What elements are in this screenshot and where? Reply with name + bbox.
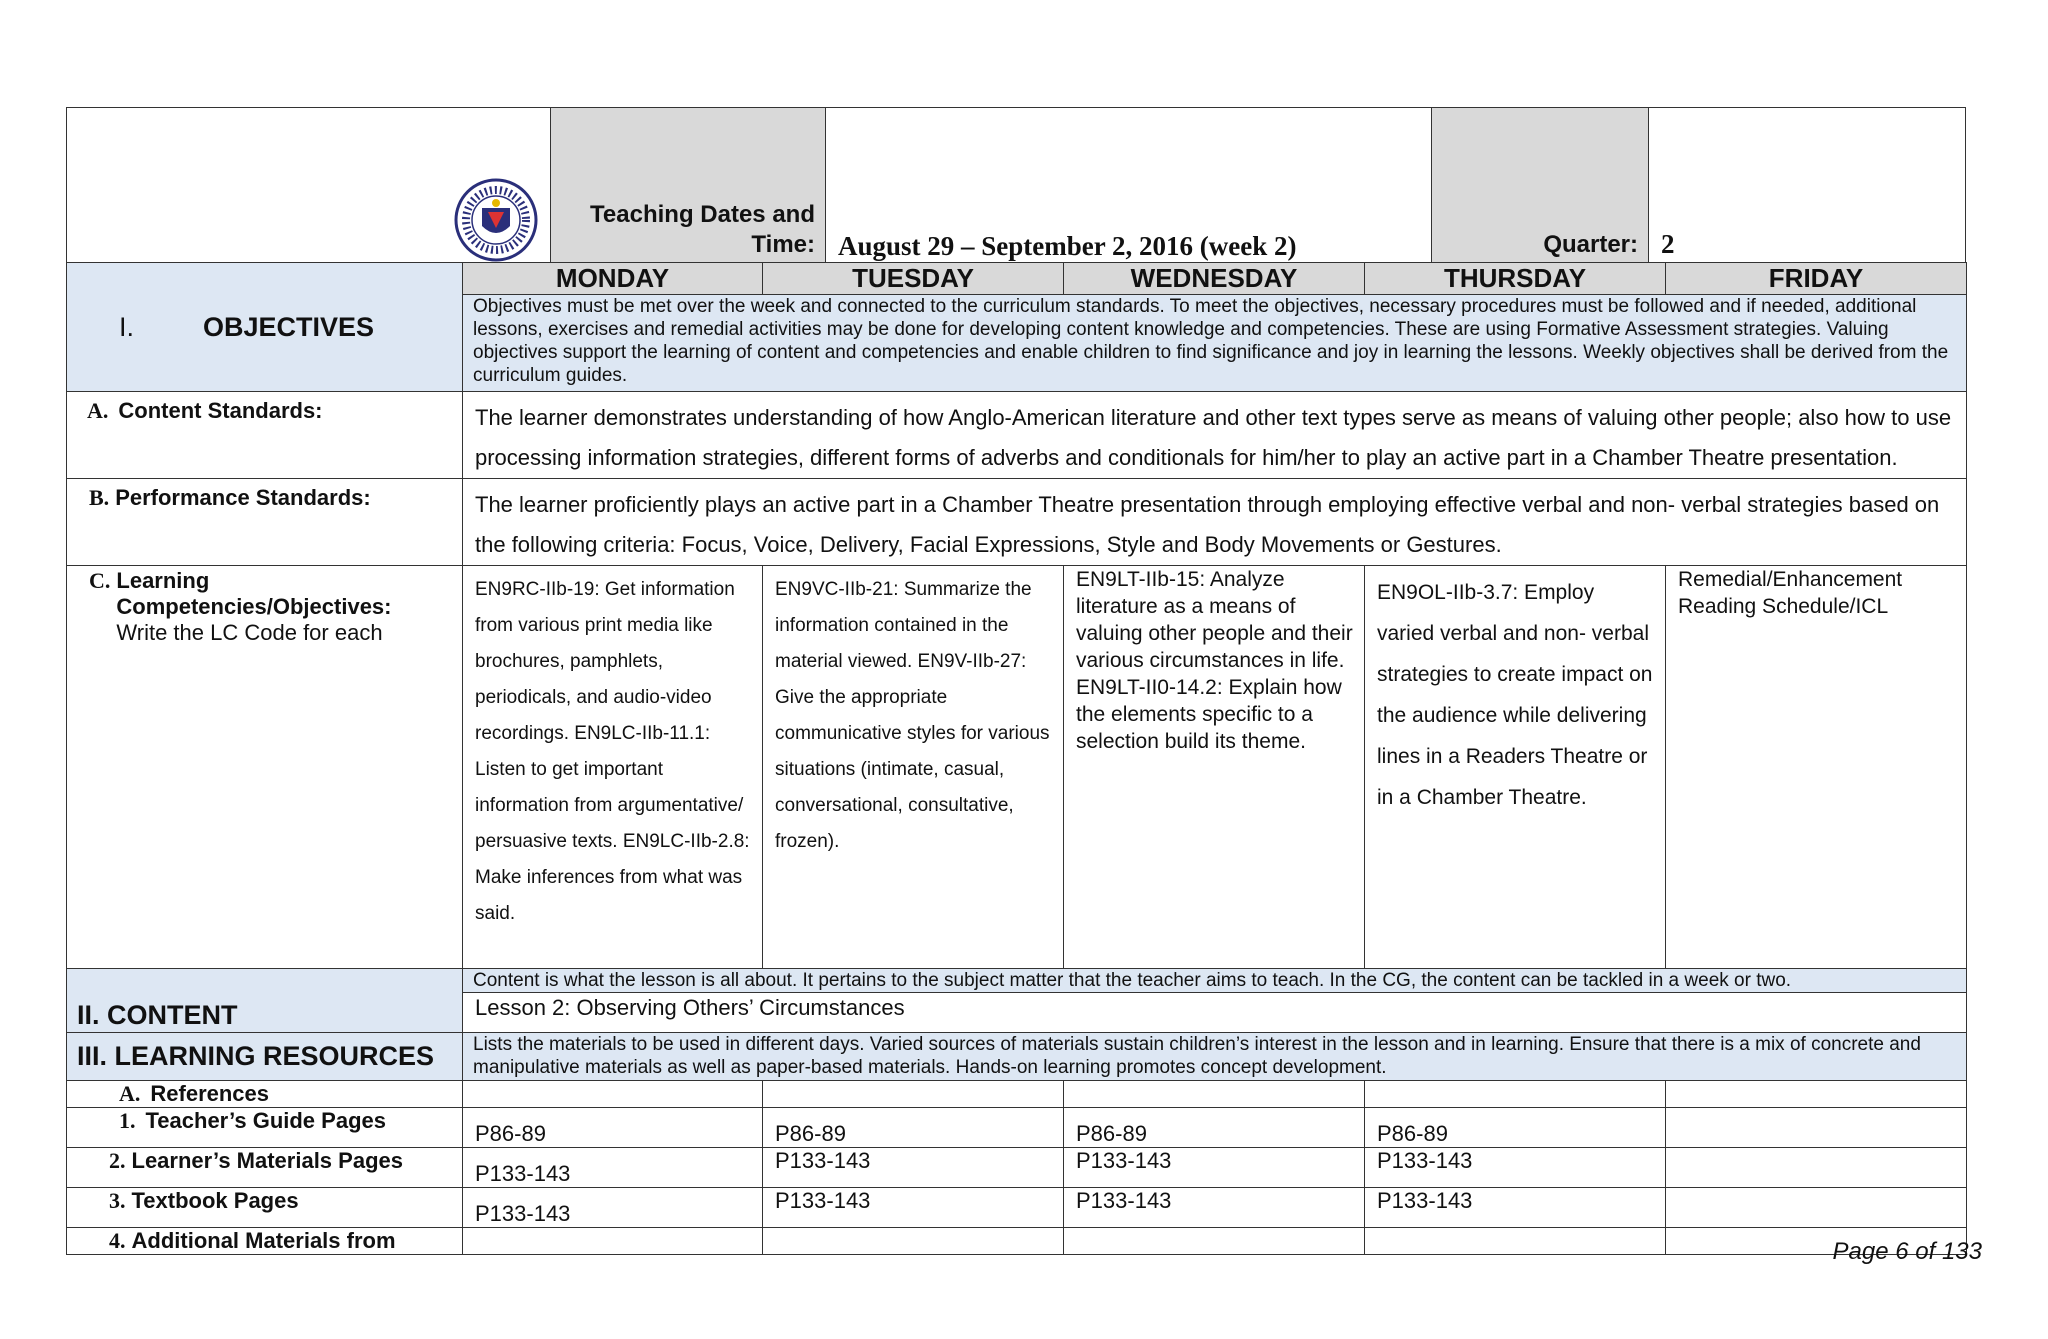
references-monday	[463, 1081, 763, 1108]
table-row	[67, 1188, 1967, 1228]
day-tuesday: TUESDAY	[763, 263, 1064, 295]
resource-cell: P133-143	[1064, 1148, 1365, 1188]
resource-cell	[463, 1228, 763, 1255]
resource-cell: P133-143	[1365, 1148, 1666, 1188]
objectives-number: I.	[119, 311, 135, 342]
references-wednesday	[1064, 1081, 1365, 1108]
resource-cell: P133-143	[1064, 1188, 1365, 1228]
day-thursday: THURSDAY	[1365, 263, 1666, 295]
resource-row-label-text: Teacher’s Guide Pages	[145, 1108, 386, 1133]
resource-row-label	[67, 1188, 463, 1228]
content-title: II. CONTENT	[77, 1000, 238, 1030]
table-row	[67, 1148, 1967, 1188]
day-wednesday: WEDNESDAY	[1064, 263, 1365, 295]
resource-row-label	[67, 1148, 463, 1188]
performance-standards-label	[67, 479, 463, 566]
competencies-thursday: EN9OL-IIb-3.7: Employ varied verbal and non- verbal strategies to create impact on the audience while delivering lines in a Readers Theatre or in a Chamber Theatre.	[1365, 566, 1666, 969]
content-note: Content is what the lesson is all about. It pertains to the subject matter that the teacher aims to teach. In the CG, the content can be tackled in a week or two.	[463, 969, 1967, 993]
header-row	[66, 107, 1966, 262]
competencies-sublabel: Write the LC Code for each	[116, 620, 383, 645]
resource-row-label-text: Learner’s Materials Pages	[131, 1148, 403, 1173]
resource-row-mark: 2.	[109, 1148, 126, 1173]
resource-row-label-text: Textbook Pages	[131, 1188, 299, 1213]
resource-cell: P133-143	[463, 1148, 763, 1188]
resource-cell	[1666, 1108, 1967, 1148]
references-label-text: References	[150, 1081, 270, 1106]
resource-cell: P133-143	[763, 1148, 1064, 1188]
objectives-heading	[67, 263, 463, 392]
resource-cell	[763, 1228, 1064, 1255]
competencies-wednesday: EN9LT-IIb-15: Analyze literature as a means of valuing other people and their various circumstances in life. EN9LT-II0-14.2: Explain how the elements specific to a selection build its theme.	[1064, 566, 1365, 969]
content-heading	[67, 969, 463, 1033]
resource-row-label-text: Additional Materials from	[131, 1228, 396, 1253]
resource-row-mark: 3.	[109, 1188, 126, 1213]
references-mark: A.	[119, 1081, 141, 1106]
references-friday	[1666, 1081, 1967, 1108]
day-friday: FRIDAY	[1666, 263, 1967, 295]
header-logo-cell	[67, 108, 550, 262]
page-number: Page 6 of 133	[1832, 1238, 1982, 1265]
lesson-log-sheet	[66, 107, 1966, 1255]
resource-cell: P86-89	[763, 1108, 1064, 1148]
resource-cell	[1064, 1228, 1365, 1255]
quarter-value: 2	[1661, 229, 1675, 259]
resource-cell: P86-89	[1365, 1108, 1666, 1148]
content-standards-text: The learner demonstrates understanding of how Anglo-American literature and other text types serve as means of valuing other people; also how to use processing information strategies, different forms of adverbs and conditionals for him/her to play an active part in a Chamber Theatre presentation.	[463, 392, 1967, 479]
content-lesson: Lesson 2: Observing Others’ Circumstances	[463, 993, 1967, 1033]
deped-seal-icon	[454, 178, 538, 262]
day-monday: MONDAY	[463, 263, 763, 295]
resource-cell: P133-143	[763, 1188, 1064, 1228]
resource-cell	[1666, 1148, 1967, 1188]
objectives-note: Objectives must be met over the week and connected to the curriculum standards. To meet the objectives, necessary procedures must be followed and if needed, additional lessons, exercises and remedial activities may be done for developing content knowledge and competencies. These are using Formative Assessment strategies. Valuing objectives support the learning of content and competencies and enable children to find significance and joy in learning the lessons. Weekly objectives shall be derived from the curriculum guides.	[463, 295, 1967, 392]
resource-cell: P133-143	[1365, 1188, 1666, 1228]
resource-row-mark: 1.	[119, 1108, 136, 1133]
references-tuesday	[763, 1081, 1064, 1108]
references-label	[67, 1081, 463, 1108]
resource-row-label	[67, 1108, 463, 1148]
content-standards-label-text: Content Standards:	[118, 398, 323, 423]
resource-cell	[1666, 1188, 1967, 1228]
quarter-label: Quarter:	[1431, 108, 1649, 262]
resource-cell: P86-89	[463, 1108, 763, 1148]
competencies-friday: Remedial/Enhancement Reading Schedule/ICL	[1666, 566, 1967, 969]
table-row	[67, 1228, 1967, 1255]
resource-row-label	[67, 1228, 463, 1255]
resource-cell: P133-143	[463, 1188, 763, 1228]
table-row	[67, 1108, 1967, 1148]
content-standards-label	[67, 392, 463, 479]
resources-heading	[67, 1033, 463, 1081]
content-standards-mark: A.	[87, 398, 109, 423]
resource-cell	[1365, 1228, 1666, 1255]
teaching-dates-label: Teaching Dates and Time:	[550, 108, 826, 262]
competencies-label	[67, 566, 463, 969]
resources-title: III. LEARNING RESOURCES	[77, 1041, 435, 1071]
objectives-title: OBJECTIVES	[203, 311, 375, 342]
performance-standards-text: The learner proficiently plays an active part in a Chamber Theatre presentation through employing effective verbal and non- verbal strategies based on the following criteria: Focus, Voice, Delivery, Facial Expressions, Style and Body Movements or Gestures.	[463, 479, 1967, 566]
lesson-plan-table	[66, 262, 1967, 1255]
competencies-tuesday: EN9VC-IIb-21: Summarize the information contained in the material viewed. EN9V-IIb-27: Give the appropriate communicative styles for various situations (intimate, casual, conversational, consultative, frozen).	[763, 566, 1064, 969]
resource-row-mark: 4.	[109, 1228, 126, 1253]
resources-note: Lists the materials to be used in different days. Varied sources of materials sustain children’s interest in the lesson and in learning. Ensure that there is a mix of concrete and manipulative materials as well as paper-based materials. Hands-on learning promotes concept development.	[463, 1033, 1967, 1081]
competencies-mark: C.	[89, 568, 111, 593]
resource-cell: P86-89	[1064, 1108, 1365, 1148]
references-thursday	[1365, 1081, 1666, 1108]
teaching-dates-value: August 29 – September 2, 2016 (week 2)	[838, 231, 1297, 261]
performance-standards-mark: B.	[89, 485, 110, 510]
performance-standards-label-text: Performance Standards:	[115, 485, 371, 510]
competencies-label-text: Learning Competencies/Objectives:	[116, 568, 392, 619]
competencies-monday: EN9RC-IIb-19: Get information from various print media like brochures, pamphlets, periodicals, and audio-video recordings. EN9LC-IIb-11.1: Listen to get important information from argumentative/ persuasive texts. EN9LC-IIb-2.8: Make inferences from what was said.	[463, 566, 763, 969]
